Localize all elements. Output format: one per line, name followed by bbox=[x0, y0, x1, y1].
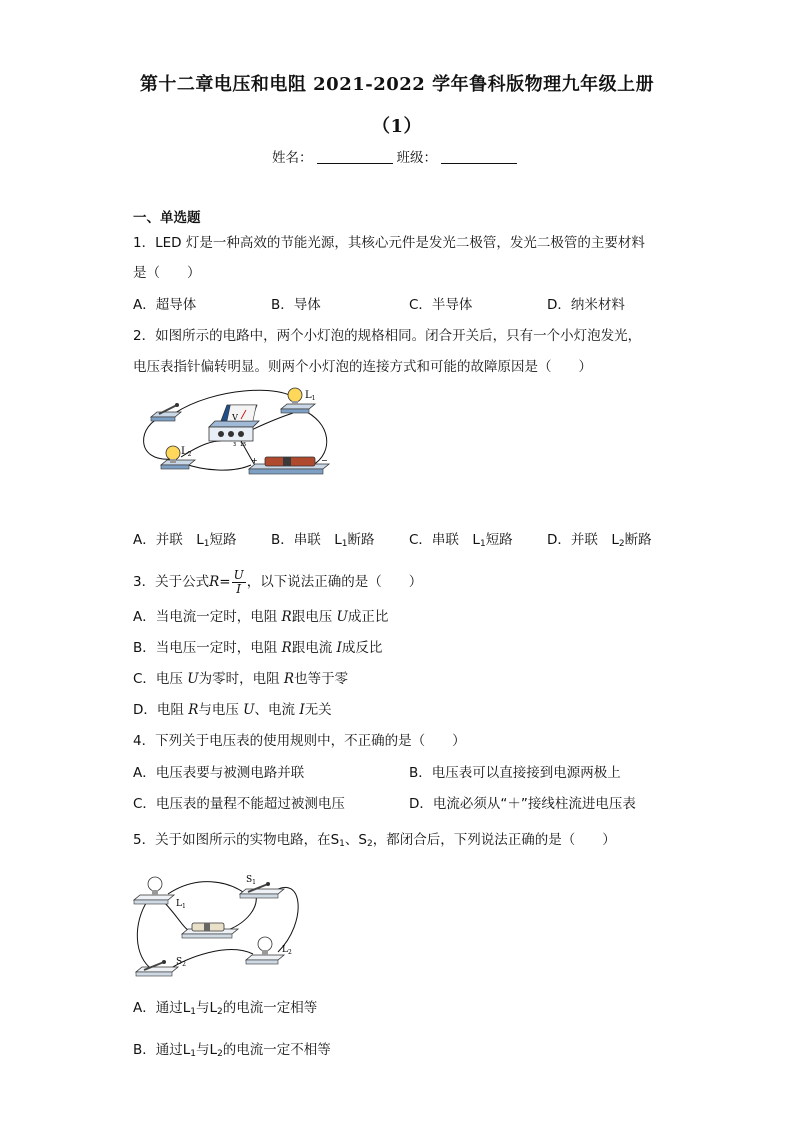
q1-option-d[interactable]: D．纳米材料 bbox=[547, 297, 625, 313]
q3-option-b[interactable]: B．当电压一定时，电阻 R跟电流 I成反比 bbox=[133, 640, 383, 656]
q2-stem-line1: 2．如图所示的电路中，两个小灯泡的规格相同。闭合开关后，只有一个小灯泡发光， bbox=[133, 328, 642, 344]
wire bbox=[137, 900, 153, 970]
switch-icon bbox=[136, 960, 178, 976]
voltmeter-label: V bbox=[232, 413, 238, 422]
s1-label: $S_1$ bbox=[246, 875, 256, 886]
bulb-icon bbox=[134, 877, 174, 904]
l2-label: $L_2$ bbox=[181, 446, 192, 458]
q4-option-c[interactable]: C．电压表的量程不能超过被测电压 bbox=[133, 796, 345, 812]
q3-stem: 3．关于公式R= $\frac{U}{I}$ ，以下说法正确的是（ ） bbox=[133, 567, 423, 596]
q4-option-d[interactable]: D．电流必须从“＋”接线柱流进电压表 bbox=[409, 796, 636, 812]
class-label: 班级： bbox=[396, 150, 437, 166]
formula-fraction: $\frac{U}{I}$ bbox=[233, 567, 244, 596]
q3-option-a[interactable]: A．当电流一定时，电阻 R跟电压 U成正比 bbox=[133, 609, 389, 625]
student-info bbox=[272, 146, 521, 166]
q2-stem-line2: 电压表指针偏转明显。则两个小灯泡的连接方式和可能的故障原因是（ ） bbox=[133, 359, 592, 375]
wire bbox=[168, 882, 243, 894]
l1-label: $L_1$ bbox=[176, 899, 186, 910]
l2-label: $L_2$ bbox=[282, 945, 292, 956]
q2-option-d[interactable]: D．并联 $L_2$断路 bbox=[547, 532, 652, 549]
q1-stem-line2: 是（ ） bbox=[133, 265, 201, 281]
q2-option-a[interactable]: A．并联 $L_1$短路 bbox=[133, 532, 237, 549]
q2-circuit-figure bbox=[133, 383, 333, 483]
q3-option-d[interactable]: D．电阻 R与电压 U、电流 I无关 bbox=[133, 702, 332, 718]
wire bbox=[228, 896, 256, 930]
battery-icon bbox=[182, 923, 238, 938]
page-title-suffix: （1） bbox=[371, 116, 423, 137]
name-label: 姓名： bbox=[272, 150, 313, 166]
switch-icon bbox=[151, 403, 181, 421]
q1-stem-line1: 1．LED 灯是一种高效的节能光源，其核心元件是发光二极管，发光二极管的主要材料 bbox=[133, 235, 645, 251]
q1-option-c[interactable]: C．半导体 bbox=[409, 297, 473, 313]
q5-option-a[interactable]: A．通过$L_1$与$L_2$的电流一定相等 bbox=[133, 1000, 318, 1017]
terminal-15-label: 15 bbox=[240, 442, 247, 448]
q5-option-b[interactable]: B．通过$L_1$与$L_2$的电流一定不相等 bbox=[133, 1042, 331, 1059]
q1-option-b[interactable]: B．导体 bbox=[271, 297, 321, 313]
q3-option-c[interactable]: C．电压 U为零时，电阻 R也等于零 bbox=[133, 671, 349, 687]
bulb-icon bbox=[246, 937, 284, 964]
q5-stem: 5．关于如图所示的实物电路，在$S_1$、$S_2$，都闭合后，下列说法正确的是（ ） bbox=[133, 832, 616, 849]
battery-minus-label: − bbox=[321, 456, 328, 465]
q4-option-b[interactable]: B．电压表可以直接接到电源两极上 bbox=[409, 765, 621, 781]
class-field[interactable] bbox=[441, 149, 517, 164]
battery-icon bbox=[249, 457, 329, 474]
wire bbox=[183, 463, 251, 470]
q4-option-a[interactable]: A．电压表要与被测电路并联 bbox=[133, 765, 305, 781]
section-heading: 一、单选题 bbox=[133, 210, 201, 226]
formula-lhs: R bbox=[209, 574, 220, 590]
q2-option-c[interactable]: C．串联 $L_1$短路 bbox=[409, 532, 513, 549]
q5-circuit-figure bbox=[128, 862, 308, 982]
q2-option-b[interactable]: B．串联 $L_1$断路 bbox=[271, 532, 375, 549]
s2-label: $S_2$ bbox=[176, 957, 186, 968]
name-field[interactable] bbox=[317, 149, 393, 164]
page-title: 第十二章电压和电阻 2021-2022 学年鲁科版物理九年级上册 bbox=[139, 74, 655, 95]
voltmeter-icon bbox=[209, 405, 259, 441]
q1-option-a[interactable]: A．超导体 bbox=[133, 297, 197, 313]
l1-label: $L_1$ bbox=[305, 390, 316, 402]
terminal-3-label: 3 bbox=[233, 442, 237, 448]
battery-plus-label: + bbox=[251, 456, 258, 465]
q4-stem: 4．下列关于电压表的使用规则中，不正确的是（ ） bbox=[133, 733, 466, 749]
